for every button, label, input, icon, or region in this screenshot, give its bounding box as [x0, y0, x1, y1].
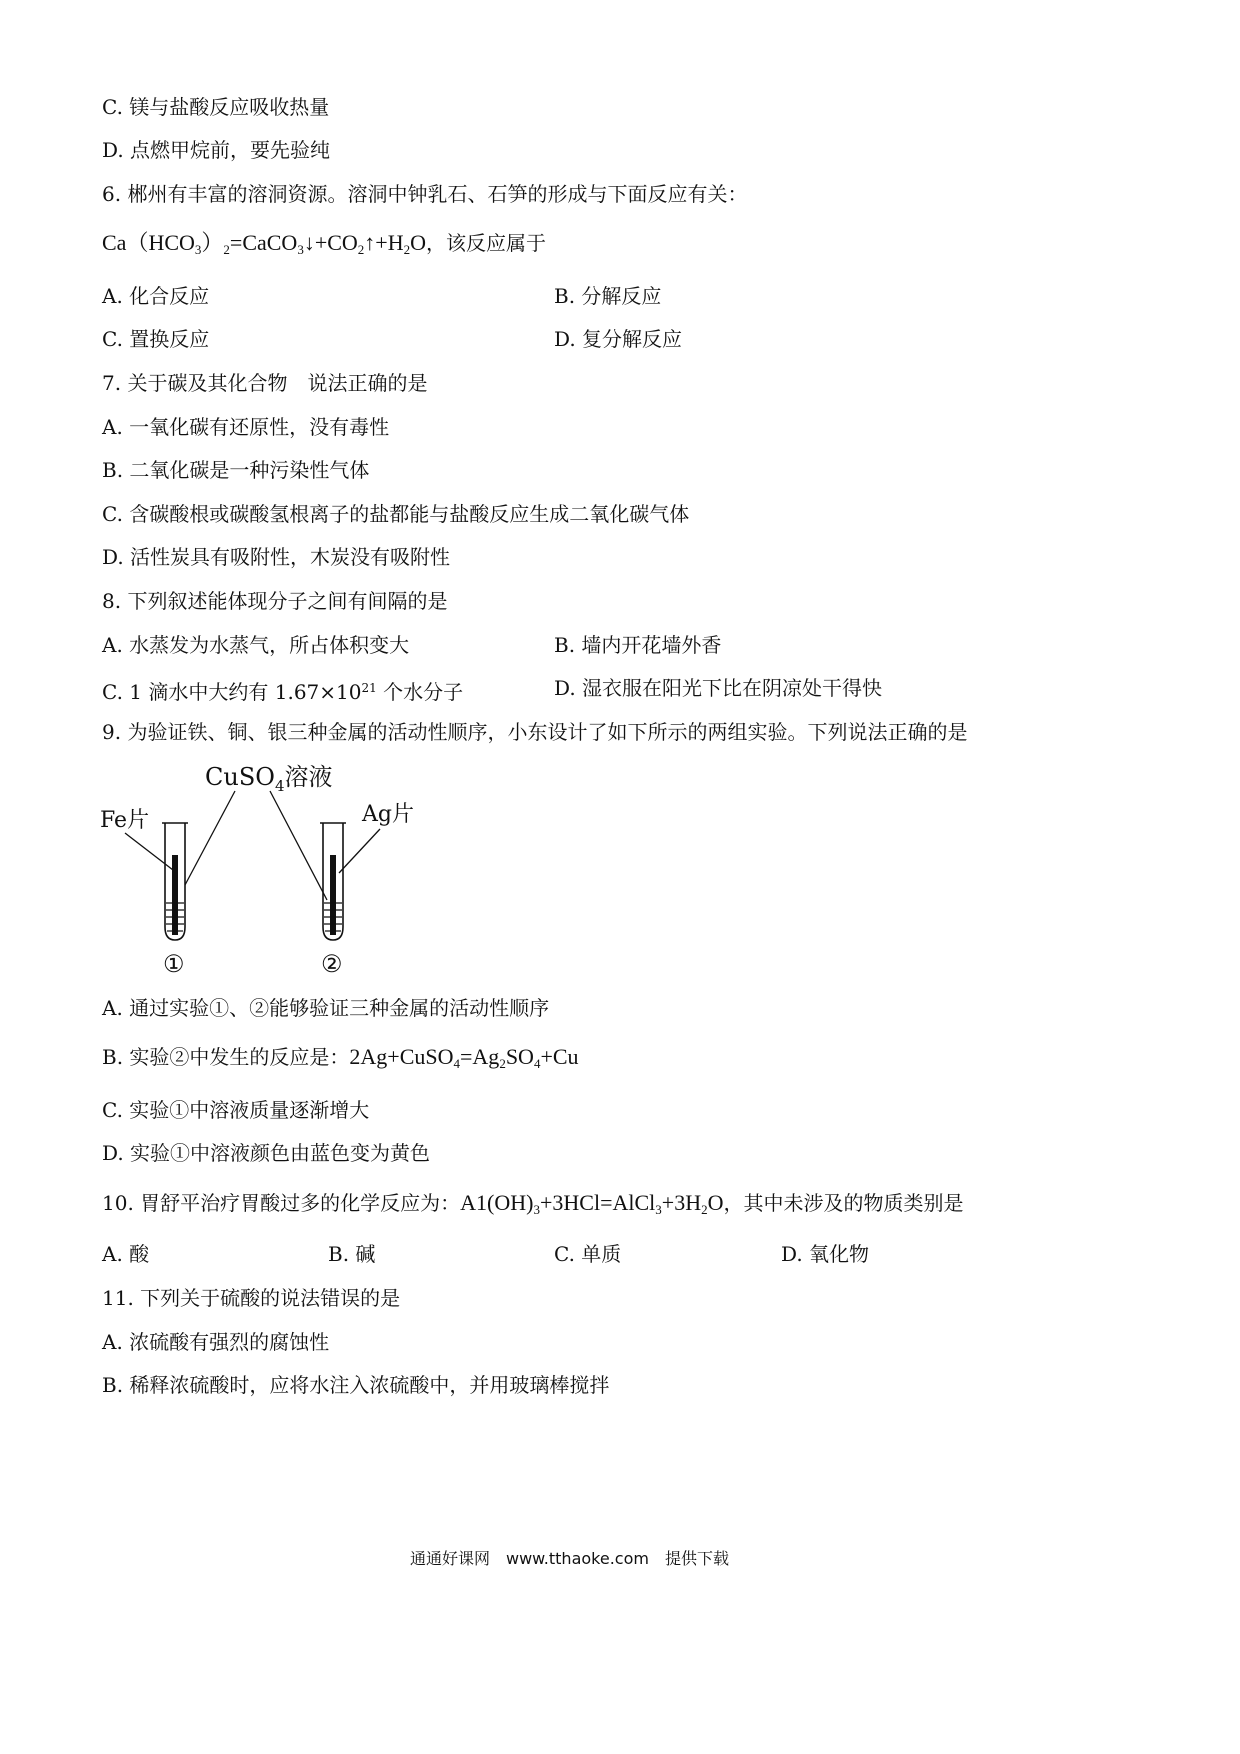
test-tube-1 [162, 823, 188, 940]
q10-option-d: D. 氧化物 [781, 1242, 870, 1266]
q9-option-b-equation: $2Ag+CuSO_4=Ag_2SO_4+Cu$ [349, 1044, 579, 1071]
q11-option-a: A. 浓硫酸有强烈的腐蚀性 [102, 1330, 330, 1354]
q7-stem: 7. 关于碳及其化合物 说法正确的是 [102, 371, 428, 395]
q8-option-c-exp: 21 [361, 681, 377, 695]
q6-formula-line [102, 230, 546, 263]
q6-option-b: B. 分解反应 [554, 284, 662, 308]
q6-option-a: A. 化合反应 [102, 284, 210, 308]
ag-leader-line [339, 829, 380, 873]
tube-1-label: ① [163, 950, 185, 978]
q11-stem: 11. 下列关于硫酸的说法错误的是 [102, 1286, 401, 1310]
q9-option-c: C. 实验①中溶液质量逐渐增大 [102, 1098, 370, 1122]
q6-equation: $Ca(HCO_3)_2=CaCO_3↓+CO_2↑+H_2O$ [102, 230, 426, 257]
fe-strip [172, 855, 178, 935]
q9-option-b [102, 1044, 579, 1077]
q10-equation: $A1(OH)_3+3HCl=AlCl_3+3H_2O$ [460, 1190, 724, 1217]
q8-option-a: A. 水蒸发为水蒸气，所占体积变大 [102, 633, 410, 657]
q5-option-c: C. 镁与盐酸反应吸收热量 [102, 95, 330, 119]
ag-strip-label: Ag片 [362, 802, 414, 827]
page-footer: 通通好课网 www.tthaoke.com 提供下载 [410, 1549, 729, 1568]
cuso4-leader-line-1 [185, 791, 235, 885]
cuso4-solution-label: CuSO$_4$溶液 [205, 763, 333, 795]
q6-stem: 6. 郴州有丰富的溶洞资源。溶洞中钟乳石、石笋的形成与下面反应有关： [102, 182, 748, 206]
fe-strip-label: Fe片 [100, 808, 150, 833]
q9-option-b-pre: B. 实验②中发生的反应是： [102, 1045, 350, 1069]
q6-option-c: C. 置换反应 [102, 327, 210, 351]
q7-option-d: D. 活性炭具有吸附性，木炭没有吸附性 [102, 545, 451, 569]
q5-option-d: D. 点燃甲烷前，要先验纯 [102, 138, 331, 162]
q10-option-c: C. 单质 [554, 1242, 622, 1266]
q8-option-c-post: 个水分子 [376, 680, 464, 704]
ag-strip [330, 855, 336, 935]
tube-2-label: ② [321, 950, 343, 978]
q8-stem: 8. 下列叙述能体现分子之间有间隔的是 [102, 589, 448, 613]
q9-stem: 9. 为验证铁、铜、银三种金属的活动性顺序，小东设计了如下所示的两组实验。下列说法正确的是 [102, 720, 968, 744]
q8-option-b: B. 墙内开花墙外香 [554, 633, 722, 657]
test-tube-2 [320, 823, 346, 940]
q9-option-d: D. 实验①中溶液颜色由蓝色变为黄色 [102, 1141, 431, 1165]
cuso4-leader-line-2 [270, 791, 327, 900]
q9-option-a: A. 通过实验①、②能够验证三种金属的活动性顺序 [102, 996, 550, 1020]
q10-stem-pre: 10. 胃舒平治疗胃酸过多的化学反应为： [102, 1191, 461, 1215]
q11-option-b: B. 稀释浓硫酸时，应将水注入浓硫酸中，并用玻璃棒搅拌 [102, 1373, 610, 1397]
q8-option-c [102, 675, 463, 705]
q7-option-b: B. 二氧化碳是一种污染性气体 [102, 458, 370, 482]
q10-option-b: B. 碱 [328, 1242, 376, 1266]
q9-figure-svg [95, 755, 435, 985]
q10-stem-post: ，其中未涉及的物质类别是 [723, 1191, 964, 1215]
q8-option-d: D. 湿衣服在阳光下比在阴凉处干得快 [554, 676, 883, 700]
q7-option-a: A. 一氧化碳有还原性，没有毒性 [102, 415, 390, 439]
q10-option-a: A. 酸 [102, 1242, 150, 1266]
q6-option-d: D. 复分解反应 [554, 327, 683, 351]
q7-option-c: C. 含碳酸根或碳酸氢根离子的盐都能与盐酸反应生成二氧化碳气体 [102, 502, 690, 526]
q6-formula-tail: ，该反应属于 [425, 231, 546, 255]
q10-stem [102, 1190, 963, 1223]
q8-option-c-pre: C. 1 滴水中大约有 1.67×10 [102, 680, 362, 704]
